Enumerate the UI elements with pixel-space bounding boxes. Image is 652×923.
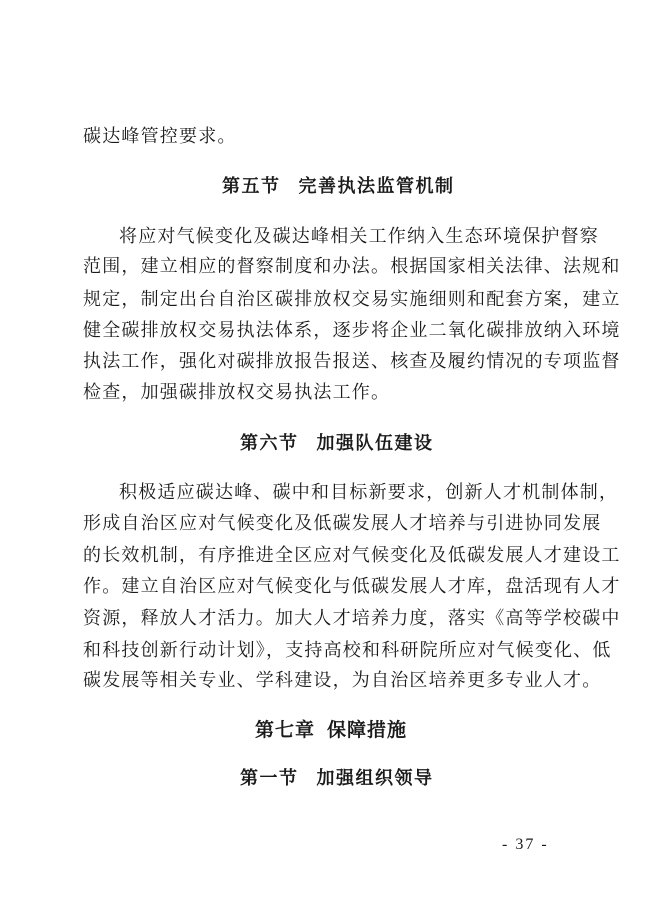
paragraph-line: 的长效机制，有序推进全区应对气候变化及低碳发展人才建设工: [83, 545, 621, 566]
section-heading-7-1: [240, 768, 434, 790]
paragraph-line: 将应对气候变化及碳达峰相关工作纳入生态环境保护督察: [119, 226, 599, 247]
section-title: 完善执法监管机制: [298, 176, 455, 197]
paragraph-line: 资源，释放人才活力。加大人才培养力度，落实《高等学校碳中: [83, 608, 621, 629]
section-title: 加强组织领导: [316, 768, 434, 789]
page-number: - 37 -: [502, 836, 549, 853]
section-number: 第五节: [222, 176, 281, 197]
section-heading-5: [222, 176, 455, 198]
section-number: 第六节: [240, 433, 299, 454]
paragraph-line: 健全碳排放权交易执法体系，逐步将企业二氧化碳排放纳入环境: [83, 320, 621, 341]
chapter-number: 第七章: [255, 719, 316, 741]
paragraph-line: 检查，加强碳排放权交易执法工作。: [83, 382, 391, 403]
paragraph-line: 规定，制定出台自治区碳排放权交易实施细则和配套方案，建立: [83, 289, 621, 310]
paragraph-line: 碳发展等相关专业、学科建设，为自治区培养更多专业人才。: [83, 670, 602, 691]
paragraph-line: 积极适应碳达峰、碳中和目标新要求，创新人才机制体制，: [119, 482, 619, 503]
paragraph-line: 和科技创新行动计划》，支持高校和科研院所应对气候变化、低: [83, 640, 612, 661]
paragraph-line: 执法工作，强化对碳排放报告报送、核查及履约情况的专项监督: [83, 351, 621, 372]
chapter-title: 保障措施: [327, 719, 408, 741]
continuation-line: 碳达峰管控要求。: [83, 126, 237, 147]
section-title: 加强队伍建设: [316, 433, 434, 454]
paragraph-line: 范围，建立相应的督察制度和办法。根据国家相关法律、法规和: [83, 256, 621, 277]
paragraph-line: 形成自治区应对气候变化及低碳发展人才培养与引进协同发展: [83, 513, 602, 534]
section-number: 第一节: [240, 768, 299, 789]
paragraph-line: 作。建立自治区应对气候变化与低碳发展人才库，盘活现有人才: [83, 576, 621, 597]
chapter-heading-7: [255, 719, 407, 741]
section-heading-6: [240, 433, 434, 455]
